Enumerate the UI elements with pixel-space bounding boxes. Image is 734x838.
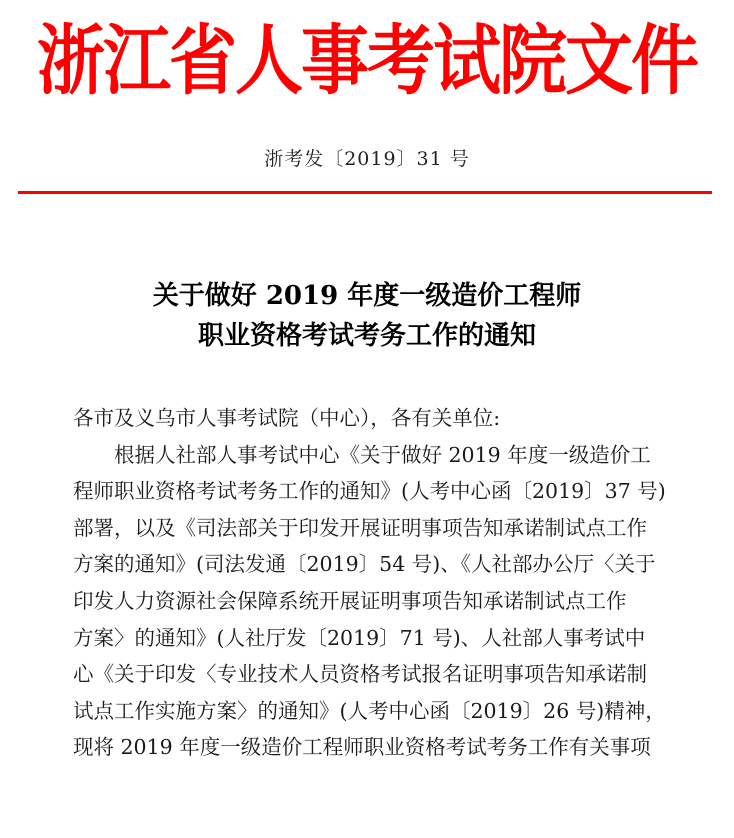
document-title <box>0 276 734 356</box>
title-line-2: 职业资格考试考务工作的通知 <box>197 321 536 351</box>
body-line: 试点工作实施方案〉的通知》(人考中心函〔2019〕26 号)精神， <box>73 698 666 723</box>
body-line: 程师职业资格考试考务工作的通知》(人考中心函〔2019〕37 号) <box>73 479 666 504</box>
body-line: 方案〉的通知》(人社厅发〔2019〕71 号)、人社部人事考试中 <box>73 625 646 650</box>
body-line: 根据人社部人事考试中心《关于做好 2019 年度一级造价工 <box>114 442 651 467</box>
document-masthead: 浙江省人事考试院文件 <box>36 16 697 106</box>
body-line: 方案的通知》(司法发通〔2019〕54 号)、《人社部办公厅〈关于 <box>73 552 656 577</box>
document-number: 浙考发〔2019〕31 号 <box>264 148 470 170</box>
body-line: 心《关于印发〈专业技术人员资格考试报名证明事项告知承诺制 <box>73 662 647 687</box>
red-divider-line <box>18 191 712 194</box>
title-line-1: 关于做好 2019 年度一级造价工程师 <box>152 281 582 311</box>
body-line: 印发人力资源社会保障系统开展证明事项告知承诺制试点工作 <box>73 588 627 613</box>
body-line: 现将 2019 年度一级造价工程师职业资格考试考务工作有关事项 <box>73 735 651 760</box>
body-line: 部署，以及《司法部关于印发开展证明事项告知承诺制试点工作 <box>73 515 647 540</box>
salutation: 各市及义乌市人事考试院（中心），各有关单位: <box>73 406 501 430</box>
document-body <box>73 400 673 766</box>
